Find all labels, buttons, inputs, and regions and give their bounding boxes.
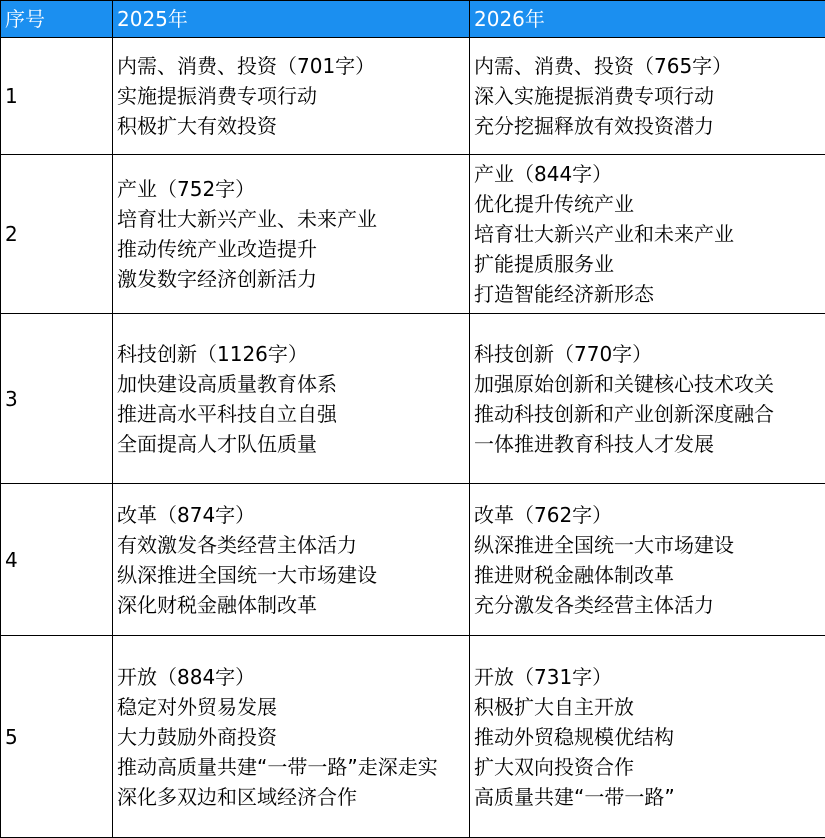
- list-item: 充分挖掘释放有效投资潜力: [474, 114, 714, 138]
- header-index: 序号: [1, 1, 113, 38]
- cell-2026: [470, 155, 825, 314]
- list-item: 推进高水平科技自立自强: [117, 401, 337, 426]
- list-item: 加强原始创新和关键核心技术攻关: [474, 371, 774, 396]
- list-item: 积极扩大有效投资: [117, 114, 277, 138]
- topic-title: 科技创新（1126字）: [117, 341, 308, 366]
- list-item: 推动科技创新和产业创新深度融合: [474, 401, 774, 426]
- cell-2026: [470, 484, 825, 636]
- list-item: 大力鼓励外商投资: [117, 724, 277, 749]
- list-item: 推动高质量共建“一带一路”走深走实: [117, 754, 438, 779]
- list-item: 推动外贸稳规模优结构: [474, 724, 674, 749]
- header-row: [1, 1, 825, 38]
- cell-2025: [113, 155, 470, 314]
- list-item: 推动传统产业改造提升: [117, 237, 317, 261]
- header-2026: 2026年: [470, 1, 825, 38]
- list-item: 有效激发各类经营主体活力: [117, 532, 357, 557]
- list-item: 扩大双向投资合作: [474, 754, 634, 779]
- list-item: 深入实施提振消费专项行动: [474, 84, 714, 108]
- list-item: 加快建设高质量教育体系: [117, 371, 337, 396]
- row-number: 2: [1, 155, 113, 314]
- table-row: [1, 484, 825, 636]
- list-item: 全面提高人才队伍质量: [117, 431, 317, 456]
- list-item: 实施提振消费专项行动: [117, 84, 317, 108]
- topic-title: 内需、消费、投资（765字）: [474, 54, 733, 78]
- cell-2026: [470, 38, 825, 155]
- cell-2025: [113, 38, 470, 155]
- row-number: 4: [1, 484, 113, 636]
- topic-title: 改革（874字）: [117, 502, 256, 527]
- topic-title: 产业（752字）: [117, 177, 256, 201]
- list-item: 深化多双边和区域经济合作: [117, 784, 357, 809]
- cell-2026: [470, 314, 825, 484]
- list-item: 优化提升传统产业: [474, 192, 634, 216]
- list-item: 稳定对外贸易发展: [117, 694, 277, 719]
- header-2025: 2025年: [113, 1, 470, 38]
- list-item: 培育壮大新兴产业和未来产业: [474, 222, 734, 246]
- table-row: [1, 314, 825, 484]
- list-item: 深化财税金融体制改革: [117, 592, 317, 617]
- topic-title: 改革（762字）: [474, 502, 613, 527]
- list-item: 纵深推进全国统一大市场建设: [474, 532, 734, 557]
- topic-title: 内需、消费、投资（701字）: [117, 54, 376, 78]
- list-item: 纵深推进全国统一大市场建设: [117, 562, 377, 587]
- list-item: 一体推进教育科技人才发展: [474, 431, 714, 456]
- topic-title: 开放（884字）: [117, 664, 256, 689]
- cell-2025: [113, 636, 470, 838]
- topic-title: 科技创新（770字）: [474, 341, 653, 366]
- row-number: 3: [1, 314, 113, 484]
- list-item: 积极扩大自主开放: [474, 694, 634, 719]
- list-item: 培育壮大新兴产业、未来产业: [117, 207, 377, 231]
- cell-2025: [113, 314, 470, 484]
- cell-2025: [113, 484, 470, 636]
- cell-2026: [470, 636, 825, 838]
- table-row: [1, 636, 825, 838]
- list-item: 高质量共建“一带一路”: [474, 784, 675, 809]
- row-number: 5: [1, 636, 113, 838]
- list-item: 推进财税金融体制改革: [474, 562, 674, 587]
- table-row: [1, 38, 825, 155]
- row-number: 1: [1, 38, 113, 155]
- list-item: 扩能提质服务业: [474, 252, 614, 276]
- table-row: [1, 155, 825, 314]
- topic-title: 开放（731字）: [474, 664, 613, 689]
- list-item: 充分激发各类经营主体活力: [474, 592, 714, 617]
- topic-title: 产业（844字）: [474, 162, 613, 186]
- list-item: 激发数字经济创新活力: [117, 267, 317, 291]
- list-item: 打造智能经济新形态: [474, 282, 654, 306]
